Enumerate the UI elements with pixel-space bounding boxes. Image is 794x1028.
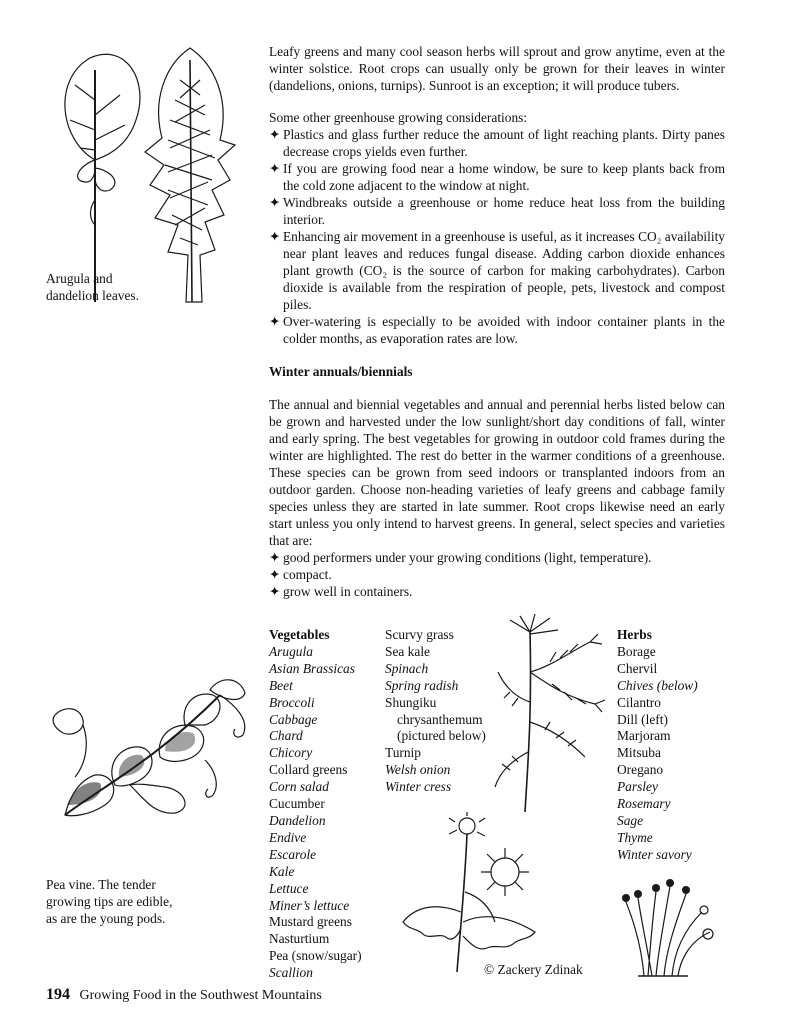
list-item: Oregano xyxy=(617,762,664,778)
list-item: Rosemary xyxy=(617,796,671,812)
consideration-item xyxy=(269,194,725,228)
pea-vine-illustration xyxy=(45,665,260,835)
list-item: chrysanthemum xyxy=(397,711,483,727)
list-item: Turnip xyxy=(385,745,421,761)
list-item: (pictured below) xyxy=(397,728,486,744)
chrysanthemum-illustration xyxy=(395,812,555,977)
consideration-item xyxy=(269,228,725,313)
section-paragraph: The annual and biennial vegetables and annual and perennial herbs listed below can be grown and harvested under the low sunlight/short day conditions of fall, winter and early spring. The best vegetables for growing in outdoor cold frames during the winter are highlighted. The rest do better in the warmer conditions of a greenhouse. These species can be grown from seed indoors or transplanted indoors from an outdoor garden. Choose non-heading varieties of leafy greens and cabbage family species unless they are started in late summer. Root crops likewise need an early start unless you only intend to harvest greens. In general, select species and varieties that are: xyxy=(269,397,725,548)
consideration-item-text: Enhancing air movement in a greenhouse is useful, as it increases CO₂ availability near plant leaves and reduces fungal disease. Adding carbon dioxide enhances plant growth (CO₂ is the source of carbon for making carbohydrates). Carbon dioxide is available from the respiration of people, pets, livestock and compost piles. xyxy=(283,229,725,312)
page-number: 194 xyxy=(46,986,70,1003)
illustration-credit: © Zackery Zdinak xyxy=(484,962,583,977)
list-item: Dill (left) xyxy=(617,711,668,727)
list-item: Lettuce xyxy=(269,880,309,896)
list-item: Mustard greens xyxy=(269,914,352,930)
consideration-item-text: If you are growing food near a home window, be sure to keep plants back from the cold zone adjacent to the window at night. xyxy=(283,161,725,193)
page-footer xyxy=(46,986,322,1004)
list-item: Nasturtium xyxy=(269,931,330,947)
bullet-mark-icon: ✦ xyxy=(269,567,281,582)
list-item: Sea kale xyxy=(385,643,430,659)
list-item: Chard xyxy=(269,728,303,744)
bullet-mark-icon: ✦ xyxy=(269,195,281,210)
list-item: Thyme xyxy=(617,829,653,845)
criteria-item xyxy=(269,566,725,583)
criteria-item xyxy=(269,583,725,600)
consideration-item xyxy=(269,126,725,160)
list-item: Asian Brassicas xyxy=(269,660,355,676)
list-item: Shungiku xyxy=(385,694,437,710)
list-item: Scurvy grass xyxy=(385,627,454,642)
bullet-mark-icon: ✦ xyxy=(269,127,281,142)
section-heading: Winter annuals/biennials xyxy=(269,364,413,379)
list-item: Chervil xyxy=(617,660,658,676)
book-title: Growing Food in the Southwest Mountains xyxy=(79,988,322,1003)
bullet-mark-icon: ✦ xyxy=(269,550,281,565)
list-item: Borage xyxy=(617,643,656,659)
list-item: Miner’s lettuce xyxy=(269,897,350,913)
chives-illustration xyxy=(618,872,728,980)
consideration-item xyxy=(269,313,725,347)
chrysanthemum-flower-drawing xyxy=(481,848,529,896)
list-item: Broccoli xyxy=(269,694,315,710)
considerations-list xyxy=(269,126,725,347)
list-item: Sage xyxy=(617,812,644,828)
bullet-mark-icon: ✦ xyxy=(269,161,281,176)
list-item: Kale xyxy=(269,863,295,879)
consideration-item-text: Plastics and glass further reduce the amount of light reaching plants. Dirty panes decrease crops yields even further. xyxy=(283,127,725,159)
herbs-column xyxy=(617,627,727,864)
bullet-mark-icon: ✦ xyxy=(269,584,281,599)
list-item: Arugula xyxy=(269,643,313,659)
dandelion-leaf-drawing xyxy=(145,48,235,302)
bullet-mark-icon: ✦ xyxy=(269,229,281,244)
list-item: Cabbage xyxy=(269,711,318,727)
list-item: Marjoram xyxy=(617,728,671,744)
list-item: Collard greens xyxy=(269,762,348,778)
vegetables-column xyxy=(269,627,384,982)
consideration-item-text: Over-watering is especially to be avoided with indoor container plants in the colder months, as evaporation rates are low. xyxy=(283,314,725,346)
criteria-item-text: grow well in containers. xyxy=(283,584,413,599)
dill-illustration xyxy=(490,612,615,817)
list-item: Spring radish xyxy=(385,677,459,693)
list-item: Beet xyxy=(269,677,293,693)
list-item: Escarole xyxy=(269,846,317,862)
list-item: Chives (below) xyxy=(617,677,698,693)
list-item: Parsley xyxy=(617,779,658,795)
herbs-heading: Herbs xyxy=(617,627,652,642)
list-item: Welsh onion xyxy=(385,762,451,778)
vegetables-continued-column xyxy=(385,627,495,796)
list-item: Winter savory xyxy=(617,846,692,862)
arugula-leaf-drawing xyxy=(65,54,140,302)
list-item: Chicory xyxy=(269,745,313,761)
list-item: Cucumber xyxy=(269,796,325,812)
list-item: Endive xyxy=(269,829,307,845)
criteria-list xyxy=(269,549,725,600)
list-item: Winter cress xyxy=(385,779,452,795)
list-item: Pea (snow/sugar) xyxy=(269,948,362,964)
criteria-item-text: compact. xyxy=(283,567,332,582)
pea-vine-caption: Pea vine. The tender growing tips are edible, as are the young pods. xyxy=(46,877,173,926)
list-item: Scallion xyxy=(269,965,313,981)
arugula-caption: Arugula and dandelion leaves. xyxy=(46,271,139,303)
criteria-item xyxy=(269,549,725,566)
list-item: Dandelion xyxy=(269,812,326,828)
considerations-lead: Some other greenhouse growing considerations: xyxy=(269,110,528,125)
consideration-item-text: Windbreaks outside a greenhouse or home reduce heat loss from the building interior. xyxy=(283,195,725,227)
vegetables-heading: Vegetables xyxy=(269,627,330,642)
list-item: Mitsuba xyxy=(617,745,661,761)
main-column xyxy=(269,43,725,600)
intro-paragraph: Leafy greens and many cool season herbs will sprout and grow anytime, even at the winter solstice. Root crops can usually only be grown for their leaves in winter (dandelions, onions, turnips). Sunroot is an exception; it will produce tubers. xyxy=(269,44,725,93)
criteria-item-text: good performers under your growing conditions (light, temperature). xyxy=(283,550,652,565)
list-item: Corn salad xyxy=(269,779,329,795)
list-item: Spinach xyxy=(385,660,429,676)
list-item: Cilantro xyxy=(617,694,661,710)
consideration-item xyxy=(269,160,725,194)
bullet-mark-icon: ✦ xyxy=(269,314,281,329)
